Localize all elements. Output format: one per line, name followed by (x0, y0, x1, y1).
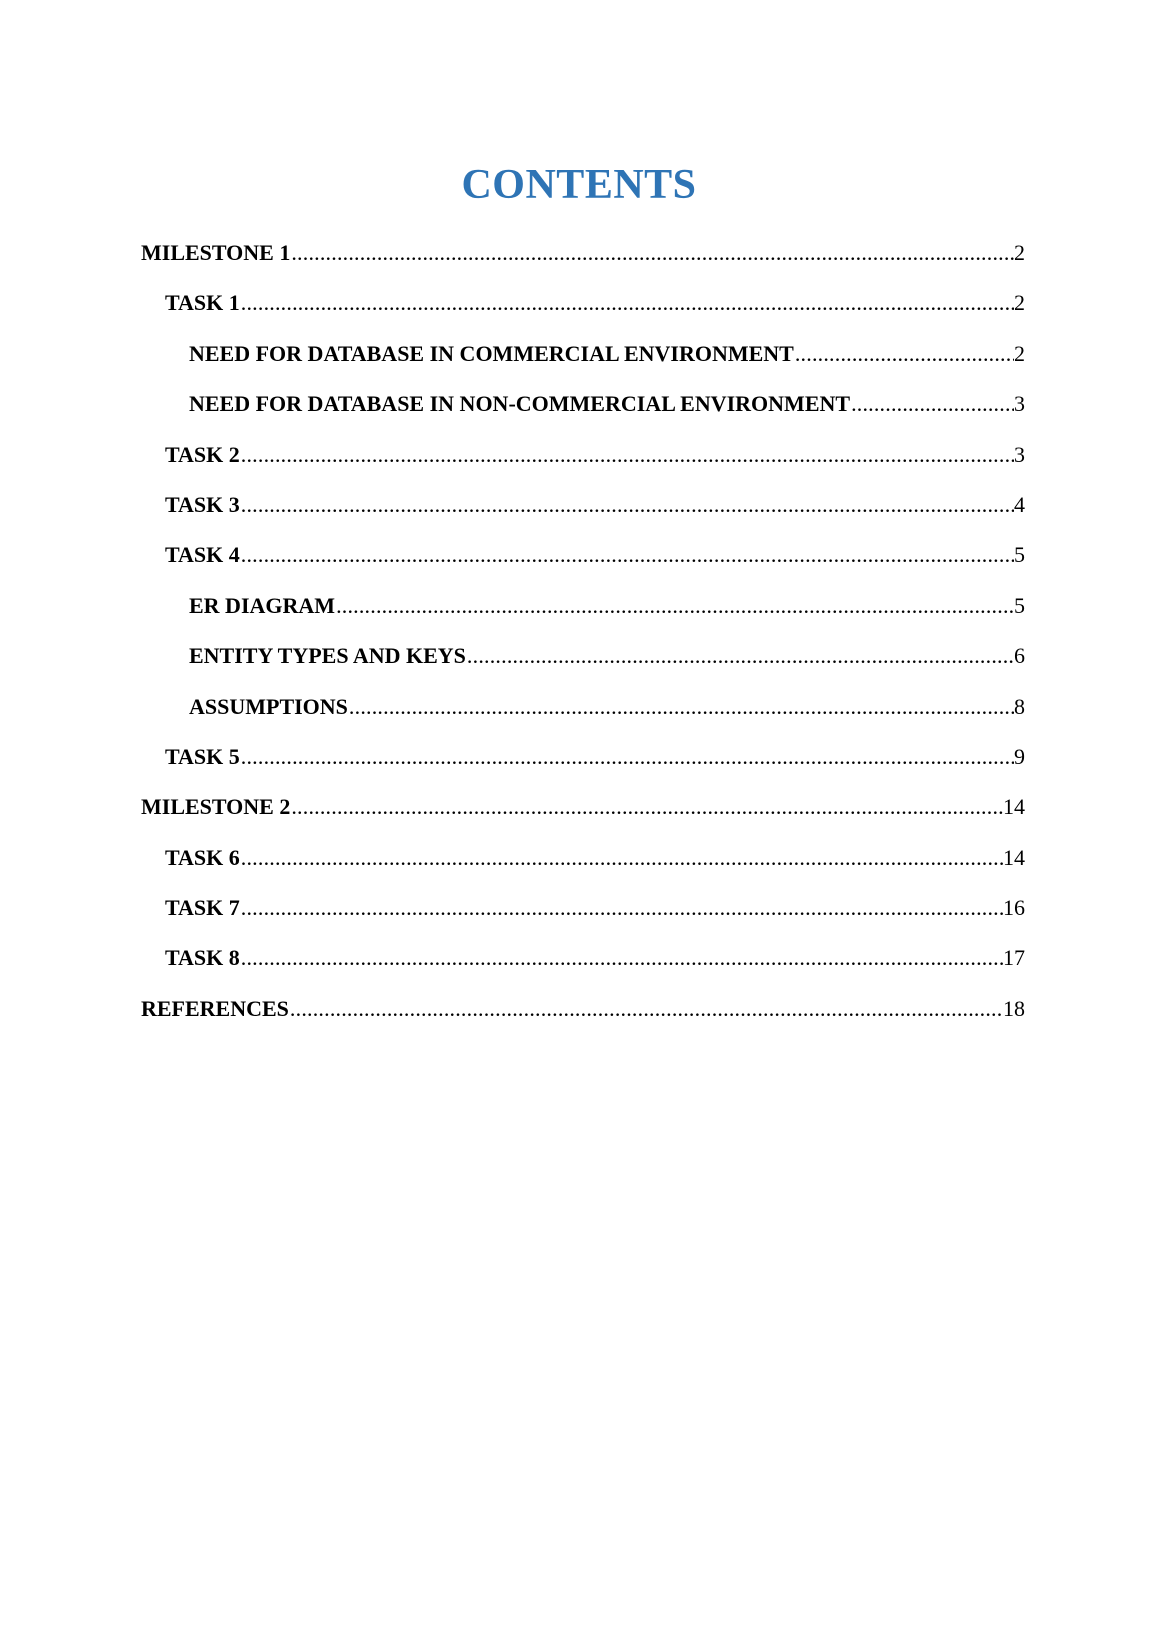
toc-entry-task-7[interactable] (141, 883, 1025, 933)
toc-entry-label: TASK 5 (165, 743, 240, 769)
toc-entry-references[interactable] (141, 984, 1025, 1034)
toc-page-number: 2 (1014, 340, 1025, 366)
toc-entry-task-4[interactable] (141, 530, 1025, 580)
toc-page-number: 5 (1014, 542, 1025, 568)
toc-dot-leader (851, 379, 1014, 429)
toc-entry-label: MILESTONE 1 (141, 240, 291, 265)
toc-dot-leader (467, 631, 1014, 681)
toc-page-number: 8 (1014, 693, 1025, 719)
toc-entry-task-1[interactable] (141, 278, 1025, 328)
toc-page-number: 2 (1014, 290, 1025, 316)
toc-entry-label: NEED FOR DATABASE IN NON-COMMERCIAL ENVIRONMENT (189, 391, 851, 417)
toc-page-number: 5 (1014, 592, 1025, 618)
toc-entry-task-8[interactable] (141, 933, 1025, 983)
table-of-contents (141, 228, 1025, 1034)
toc-page-number: 2 (1014, 240, 1025, 265)
toc-entry-milestone-1[interactable] (141, 228, 1025, 278)
toc-dot-leader (241, 278, 1014, 328)
toc-page-number: 14 (1003, 794, 1025, 820)
toc-entry-need-commercial[interactable] (141, 329, 1025, 379)
toc-entry-assumptions[interactable] (141, 682, 1025, 732)
toc-entry-label: TASK 6 (165, 844, 240, 870)
toc-entry-label: TASK 7 (165, 895, 240, 921)
toc-page-number: 18 (1003, 995, 1025, 1021)
toc-entry-label: TASK 2 (165, 441, 240, 467)
toc-dot-leader (336, 581, 1014, 631)
toc-dot-leader (241, 833, 1003, 883)
toc-dot-leader (291, 228, 1014, 278)
toc-page-number: 4 (1014, 491, 1025, 517)
toc-page-number: 16 (1003, 895, 1025, 921)
toc-entry-label: TASK 1 (165, 290, 240, 316)
toc-entry-label: NEED FOR DATABASE IN COMMERCIAL ENVIRONMENT (189, 340, 794, 366)
toc-page-number: 9 (1014, 743, 1025, 769)
toc-page-number: 17 (1003, 945, 1025, 971)
toc-dot-leader (291, 782, 1003, 832)
toc-dot-leader (290, 984, 1003, 1034)
toc-entry-task-2[interactable] (141, 430, 1025, 480)
page-title: CONTENTS (461, 162, 697, 208)
toc-entry-task-6[interactable] (141, 833, 1025, 883)
toc-page-number: 3 (1014, 391, 1025, 417)
toc-entry-label: TASK 8 (165, 945, 240, 971)
toc-entry-label: REFERENCES (141, 995, 289, 1021)
toc-entry-label: ENTITY TYPES AND KEYS (189, 643, 466, 669)
toc-dot-leader (241, 430, 1014, 480)
toc-page-number: 14 (1003, 844, 1025, 870)
toc-dot-leader (241, 480, 1014, 530)
toc-entry-er-diagram[interactable] (141, 581, 1025, 631)
toc-dot-leader (349, 682, 1014, 732)
toc-entry-label: TASK 3 (165, 491, 240, 517)
toc-entry-milestone-2[interactable] (141, 782, 1025, 832)
toc-dot-leader (241, 883, 1003, 933)
toc-page-number: 3 (1014, 441, 1025, 467)
toc-dot-leader (241, 530, 1014, 580)
toc-page-number: 6 (1014, 643, 1025, 669)
toc-entry-label: ER DIAGRAM (189, 592, 336, 618)
toc-dot-leader (795, 329, 1014, 379)
toc-entry-entity-types[interactable] (141, 631, 1025, 681)
toc-entry-need-non-commercial[interactable] (141, 379, 1025, 429)
toc-dot-leader (241, 933, 1003, 983)
toc-entry-label: TASK 4 (165, 542, 240, 568)
toc-entry-label: MILESTONE 2 (141, 794, 291, 820)
toc-entry-task-3[interactable] (141, 480, 1025, 530)
toc-dot-leader (241, 732, 1014, 782)
toc-entry-label: ASSUMPTIONS (189, 693, 348, 719)
toc-entry-task-5[interactable] (141, 732, 1025, 782)
